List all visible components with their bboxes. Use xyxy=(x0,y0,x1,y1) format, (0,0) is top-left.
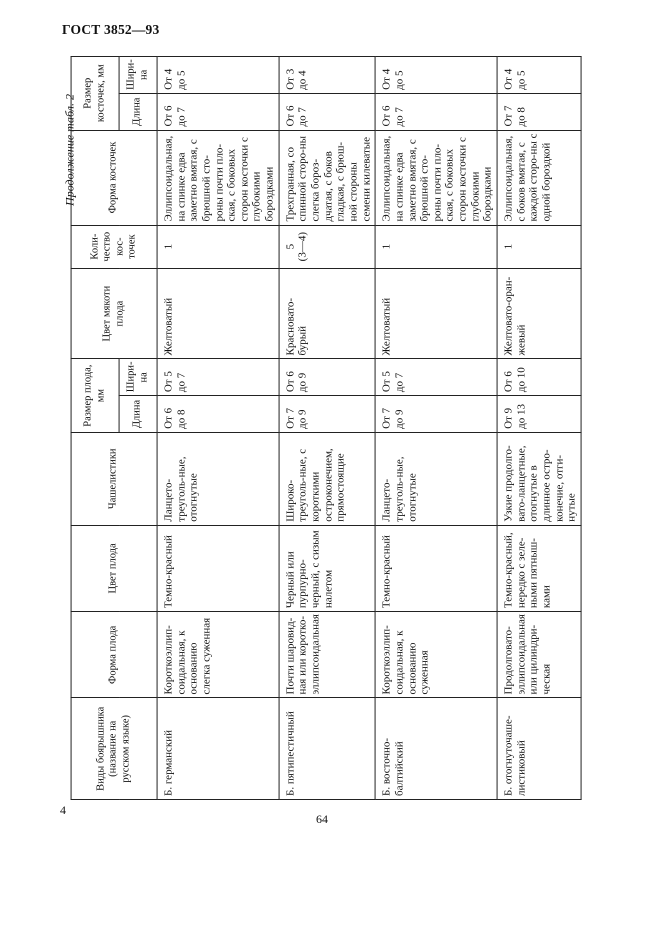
sepals: Широко-треуголь-ные, с короткими остроконечием, прямостоящие xyxy=(279,432,375,525)
col-fruit-shape: Форма плода xyxy=(71,612,157,698)
stones-count-range: (3—4) xyxy=(296,231,309,262)
pulp-color: Красновато-бурый xyxy=(279,268,375,359)
fruit-length: От 7 до 9 xyxy=(279,396,375,433)
fruit-color: Черный или пурпурно-черный, с сизым налетом xyxy=(279,525,375,611)
continuation-caption: Продолжение табл. 2 xyxy=(62,94,77,206)
species-name: Б. пятипестичный xyxy=(279,698,375,800)
fruit-color: Темно-красный xyxy=(157,525,279,611)
pulp-color: Желтоватый xyxy=(157,268,279,359)
fruit-width: От 5 до 7 xyxy=(157,359,279,396)
col-stone-shape: Форма косточек xyxy=(71,130,157,225)
data-table xyxy=(71,56,582,800)
stone-length: От 6 до 7 xyxy=(279,93,375,130)
col-stone-size: Размер косточек, мм xyxy=(71,57,119,131)
col-fruit-size: Размер плода, мм xyxy=(71,359,119,432)
pulp-color: Желтоватый xyxy=(375,268,497,359)
stone-shape: Эллипсоидальная, на спинке едва заметно вмятая, с брюшной сто-роны почти пло-ская, с боковых сторон косточки с глубокими бороздками xyxy=(375,130,497,225)
col-fruit-color: Цвет плода xyxy=(71,525,157,611)
fruit-color: Темно-красный xyxy=(375,525,497,611)
col-sepals: Чашелистики xyxy=(71,432,157,525)
stone-width: От 3 до 4 xyxy=(279,57,375,94)
stones-count: 5 xyxy=(284,243,297,250)
col-fruit-width: Шири-на xyxy=(119,359,157,396)
species-name: Б. отогнуточаше-листиковый xyxy=(497,698,581,800)
col-species: Виды боярышника (название на русском языке) xyxy=(71,698,157,800)
species-name: Б. восточно-балтийский xyxy=(375,698,497,800)
fruit-length: От 9 до 13 xyxy=(497,396,581,433)
table-row xyxy=(497,57,581,800)
sepals: Ланцето-треуголь-ные, отогнутые xyxy=(157,432,279,525)
col-stones-count: Коли-чество кос-точек xyxy=(71,225,157,268)
col-pulp-color: Цвет мякоти плода xyxy=(71,268,157,359)
fruit-shape: Короткоэллип-соидальная, к основанию суженная xyxy=(375,612,497,698)
stones-count: 1 xyxy=(157,225,279,268)
document-header: ГОСТ 3852—93 xyxy=(62,22,160,37)
fruit-width: От 5 до 7 xyxy=(375,359,497,396)
page-side-number: 4 xyxy=(60,803,66,817)
fruit-width: От 6 до 9 xyxy=(279,359,375,396)
stones-count-fraction xyxy=(284,232,309,261)
table-row xyxy=(375,57,497,800)
fruit-width: От 6 до 10 xyxy=(497,359,581,396)
stones-count-cell xyxy=(279,225,375,268)
table-row xyxy=(157,57,279,800)
sepals: Ланцето-треуголь-ные, отогнутые xyxy=(375,432,497,525)
col-stone-length: Длина xyxy=(119,93,157,130)
table-row xyxy=(279,57,375,800)
page-number: 64 xyxy=(316,812,328,826)
stone-length: От 6 до 7 xyxy=(375,93,497,130)
stone-length: От 6 до 7 xyxy=(157,93,279,130)
stone-width: От 4 до 5 xyxy=(157,57,279,94)
fruit-shape: Продолговато-эллипсоидальная или цилиндри-ческая xyxy=(497,612,581,698)
stones-count: 1 xyxy=(375,225,497,268)
stone-length: От 7 до 8 xyxy=(497,93,581,130)
fruit-color: Темно-красный, нередко с зеле-ными пятныш-ками xyxy=(497,525,581,611)
fruit-length: От 6 до 8 xyxy=(157,396,279,433)
stone-shape: Эллипсоидальная, с боков вмятая, с каждой сторо-ны с одной бороздкой xyxy=(497,130,581,225)
col-stone-width: Шири-на xyxy=(119,57,157,94)
fruit-shape: Почти шаровид-ная или коротко-эллипсоидальная xyxy=(279,612,375,698)
pulp-color: Желтовато-оран-жевый xyxy=(497,268,581,359)
col-fruit-length: Длина xyxy=(119,396,157,433)
table-wrapper xyxy=(83,56,578,800)
stone-width: От 4 до 5 xyxy=(375,57,497,94)
stones-count: 1 xyxy=(497,225,581,268)
stone-shape: Эллипсоидальная, на спинке едва заметно вмятая, с брюшной сто-роны почти пло-ская, с боковых сторон косточки с глубокими бороздками xyxy=(157,130,279,225)
sepals: Узкие продолго-вато-ланцетные, отогнутые в длинное остро-конечие, отги-нутые xyxy=(497,432,581,525)
fruit-shape: Короткоэллип-соидальная, к основанию слегка суженная xyxy=(157,612,279,698)
fruit-length: От 7 до 9 xyxy=(375,396,497,433)
stone-width: От 4 до 5 xyxy=(497,57,581,94)
species-name: Б. германский xyxy=(157,698,279,800)
stone-shape: Трехгранная, со спинной сторо-ны слегка бороз-дчатая, с боков гладкая, с брюш-ной стороны семени килеватые xyxy=(279,130,375,225)
